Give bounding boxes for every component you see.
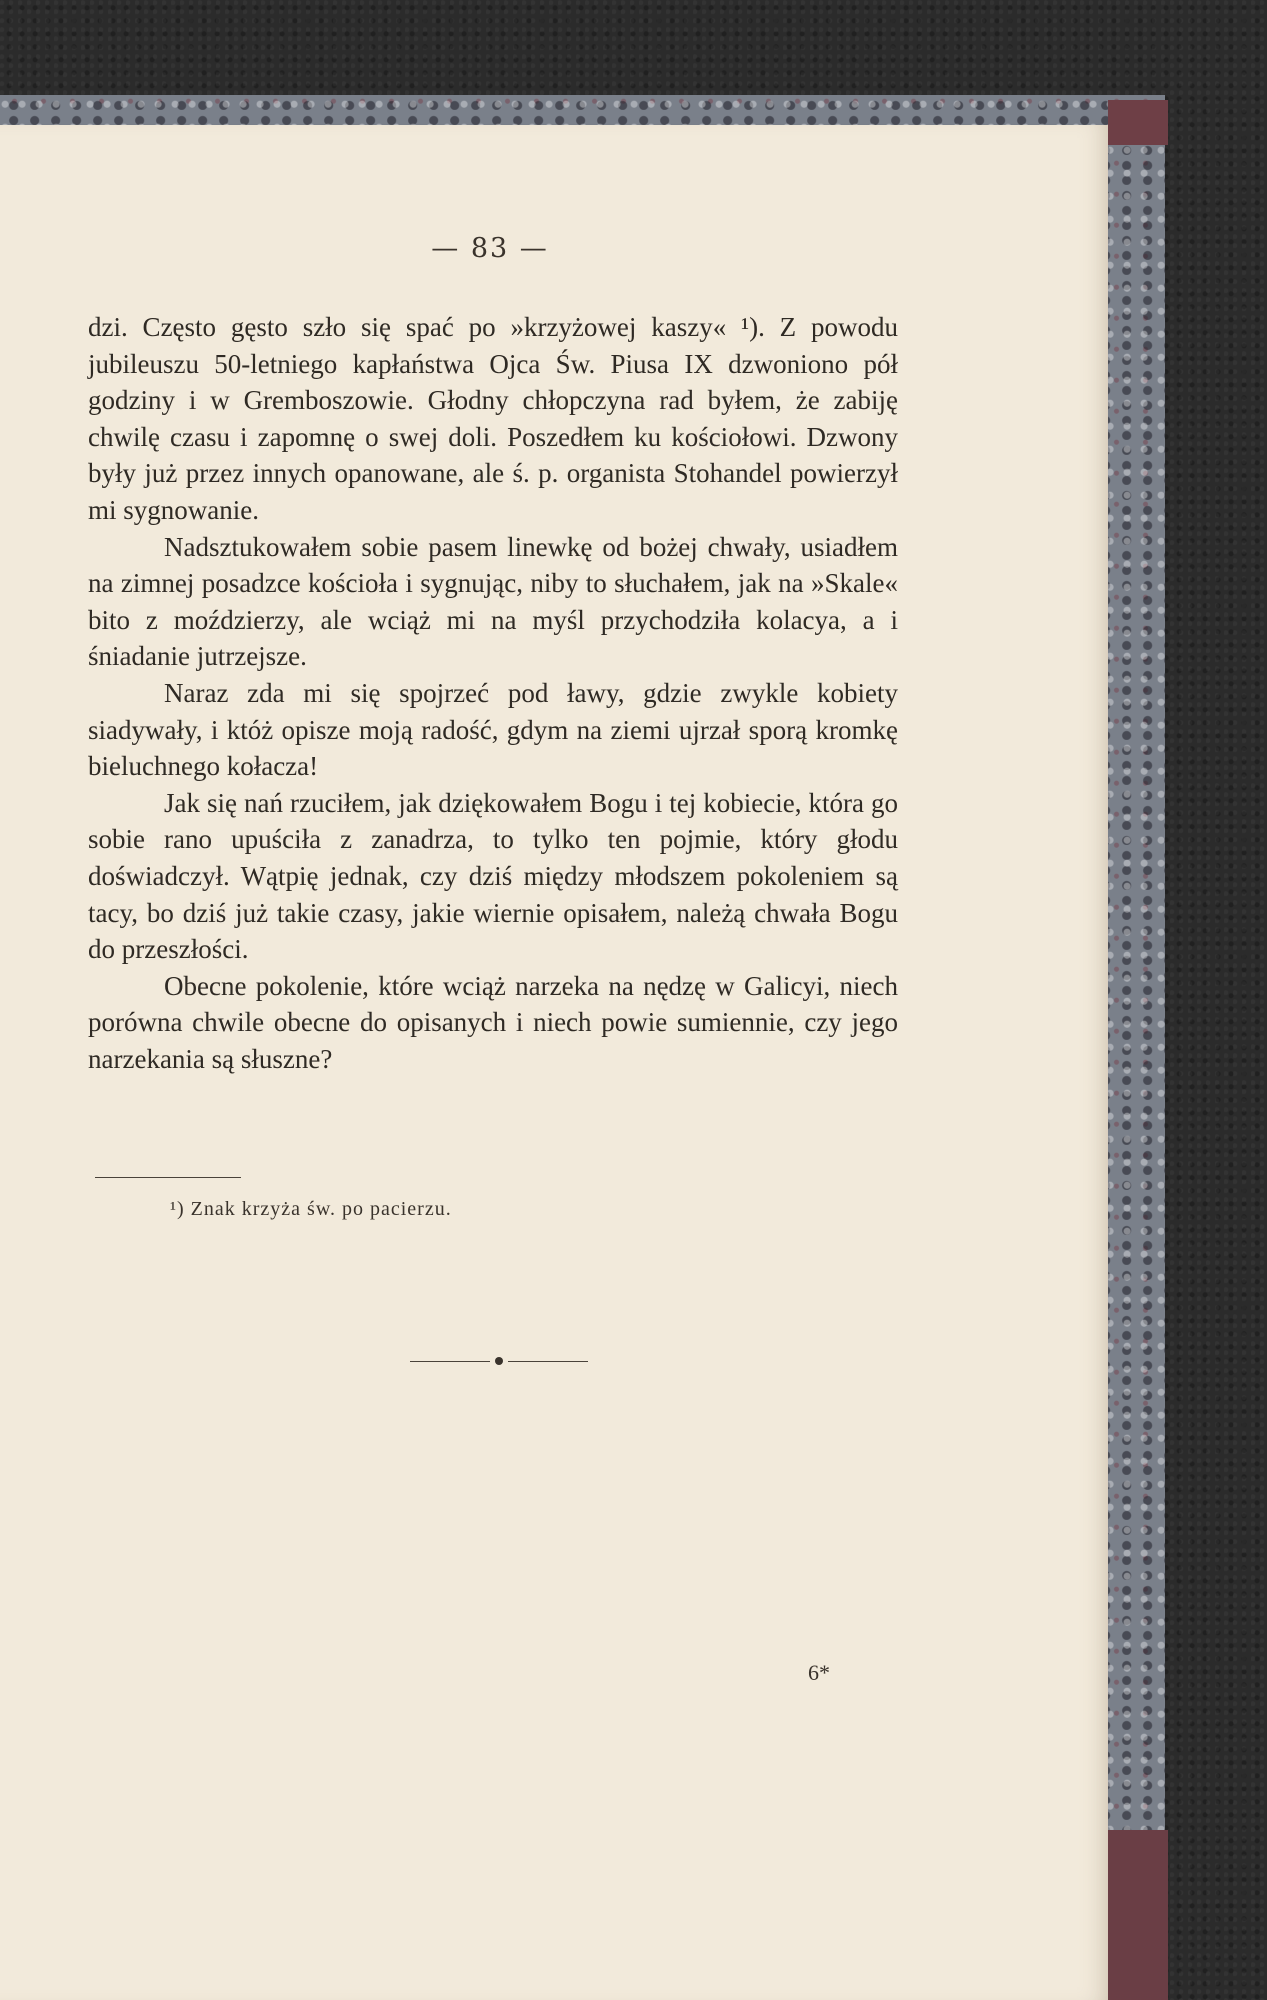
- ornament-dot: [493, 1355, 504, 1366]
- paragraph-4: Jak się nań rzuciłem, jak dziękowałem Bogu i tej kobiecie, która go sobie rano upuściła z zanadrza, to tylko ten pojmie, który głodu doświadczył. Wątpię jednak, czy dziś między młodszem pokoleniem są tacy, bo dziś już takie czasy, jakie wiernie opisałem, należą chwała Bogu do przeszłości.: [88, 787, 898, 965]
- paragraph-2: Nadsztukowałem sobie pasem linewkę od bożej chwały, usiadłem na zimnej posadzce kościoła i sygnując, niby to słuchałem, jak na »Skale« bito z moździerzy, ale wciąż mi na myśl przychodziła kolacya, a i śniadanie jutrzejsze.: [88, 531, 898, 672]
- body-text: [88, 309, 898, 1077]
- page-number: — 83 —: [431, 233, 549, 264]
- paragraph-5: Obecne pokolenie, które wciąż narzeka na nędzę w Galicyi, niech porówna chwile obecne do opisanych i niech powie sumiennie, czy jego narzekania są słuszne?: [88, 970, 898, 1074]
- cover-corner-bottom: [1108, 1830, 1168, 2000]
- paragraph-3: Naraz zda mi się spojrzeć pod ławy, gdzie zwykle kobiety siadywały, i któż opisze moją radość, gdym na ziemi ujrzał sporą kromkę bieluchnego kołacza!: [88, 677, 898, 782]
- footnote: [170, 1198, 452, 1221]
- footnote-mark: ¹): [170, 1198, 185, 1220]
- footnote-text: Znak krzyża św. po pacierzu.: [190, 1198, 452, 1220]
- cover-corner-top: [1108, 100, 1168, 145]
- paragraph-1: dzi. Często gęsto szło się spać po »krzyżowej kaszy« ¹). Z powodu jubileuszu 50-letniego kapłaństwa Ojca Św. Piusa IX dzwoniono pół godziny i w Gremboszowie. Głodny chłopczyna rad byłem, że zabiję chwilę czasu i zapomnę o swej doli. Poszedłem ku kościołowi. Dzwony były już przez innych opanowane, ale ś. p. organista Stohandel powierzył mi sygnowanie.: [88, 312, 898, 525]
- signature-mark: 6*: [808, 1660, 830, 1685]
- footnote-rule: [95, 1177, 241, 1178]
- ornament-line-left: [410, 1361, 490, 1362]
- section-end-ornament: [410, 1356, 588, 1368]
- ornament-line-right: [508, 1361, 588, 1362]
